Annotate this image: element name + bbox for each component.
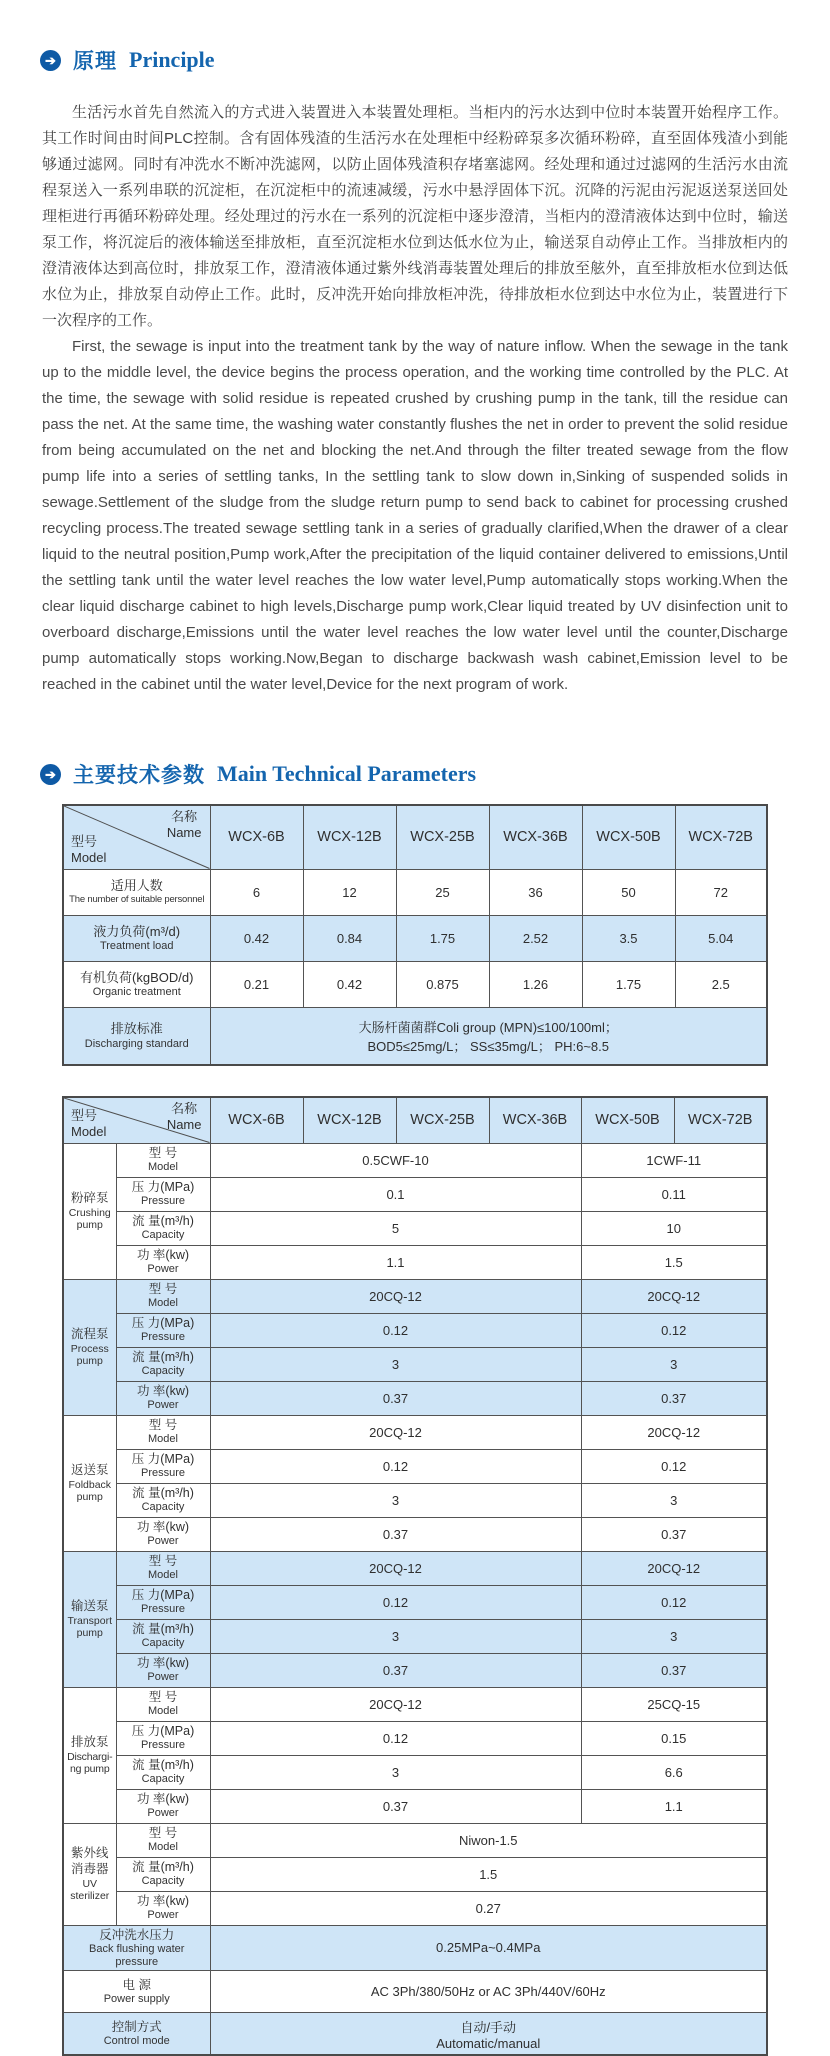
row-label-en: Treatment load bbox=[99, 939, 174, 952]
row-label-zh: 型 号 bbox=[148, 1417, 178, 1432]
row-label-zh: 功 率(kw) bbox=[136, 1247, 190, 1262]
group-label-zh: 粉碎泵 bbox=[70, 1191, 109, 1206]
cell-value: 0.42 bbox=[210, 915, 303, 961]
row-label-en: Pressure bbox=[140, 1195, 186, 1208]
cell-value: 2.52 bbox=[489, 915, 582, 961]
row-label bbox=[63, 1007, 210, 1065]
cell-value: 0.37 bbox=[210, 1653, 581, 1687]
cell-value: 6.6 bbox=[581, 1755, 767, 1789]
pump-group-label bbox=[63, 1415, 116, 1551]
corner-model-en: Model bbox=[71, 1123, 107, 1139]
row-label bbox=[116, 1449, 210, 1483]
row-label-zh: 排放标准 bbox=[110, 1021, 163, 1037]
cell-value: 0.5CWF-10 bbox=[210, 1143, 581, 1177]
cell-value: 0.12 bbox=[210, 1313, 581, 1347]
cell-value: 2.5 bbox=[675, 961, 767, 1007]
table-row bbox=[63, 1313, 767, 1347]
row-label-zh: 流 量(m³/h) bbox=[132, 1213, 194, 1228]
table-header-row bbox=[63, 1097, 767, 1143]
row-label bbox=[116, 1143, 210, 1177]
row-label-zh: 压 力(MPa) bbox=[131, 1315, 195, 1330]
row-label-en: Power bbox=[147, 1399, 179, 1412]
row-label-zh: 液力负荷(m³/d) bbox=[93, 923, 181, 939]
row-label-en: Power bbox=[147, 1671, 179, 1684]
corner-name-label bbox=[167, 1101, 202, 1132]
table-row bbox=[63, 1585, 767, 1619]
cell-value: 1.1 bbox=[581, 1789, 767, 1823]
row-label-zh: 功 率(kw) bbox=[136, 1383, 190, 1398]
column-header: WCX-36B bbox=[489, 1097, 581, 1143]
table-row bbox=[63, 1517, 767, 1551]
column-header: WCX-6B bbox=[210, 805, 303, 869]
corner-name-en: Name bbox=[166, 1116, 202, 1132]
discharging-standard-line2: BOD5≤25mg/L； SS≤35mg/L； PH:6~8.5 bbox=[367, 1038, 610, 1054]
cell-value: 3 bbox=[210, 1755, 581, 1789]
main-parameters-table bbox=[62, 804, 768, 1066]
column-header: WCX-25B bbox=[396, 1097, 489, 1143]
row-label-zh: 流 量(m³/h) bbox=[132, 1859, 194, 1874]
cell-value: 0.37 bbox=[581, 1381, 767, 1415]
row-label-zh: 功 率(kw) bbox=[136, 1655, 190, 1670]
cell-value: 3 bbox=[581, 1619, 767, 1653]
table-row bbox=[63, 1449, 767, 1483]
row-label bbox=[63, 961, 210, 1007]
row-label bbox=[116, 1279, 210, 1313]
row-label-en: Capacity bbox=[141, 1875, 185, 1888]
pump-group-label bbox=[63, 1143, 116, 1279]
row-label bbox=[63, 1925, 210, 1971]
row-label-en: Control mode bbox=[103, 2035, 170, 2048]
row-label bbox=[116, 1483, 210, 1517]
cell-value: 25CQ-15 bbox=[581, 1687, 767, 1721]
row-label bbox=[116, 1721, 210, 1755]
control-mode-zh: 自动/手动 bbox=[460, 2019, 517, 2035]
row-label-en: Pressure bbox=[140, 1331, 186, 1344]
row-label-zh: 控制方式 bbox=[111, 2019, 162, 2034]
discharging-standard-line1: 大肠杆菌菌群Coli group (MPN)≤100/100ml； bbox=[358, 1019, 618, 1035]
control-mode-en: Automatic/manual bbox=[436, 2035, 541, 2051]
row-label bbox=[63, 2013, 210, 2055]
cell-value: 5 bbox=[210, 1211, 581, 1245]
table-row bbox=[63, 1211, 767, 1245]
cell-value: 25 bbox=[396, 869, 489, 915]
column-header: WCX-25B bbox=[396, 805, 489, 869]
cell-value: 1.5 bbox=[581, 1245, 767, 1279]
cell-value: 3.5 bbox=[582, 915, 675, 961]
row-label-en: Back flushing water pressure bbox=[89, 1943, 185, 1968]
row-label-en: Capacity bbox=[141, 1501, 185, 1514]
group-label-en: Dischargi-ng pump bbox=[67, 1750, 113, 1775]
cell-value: 3 bbox=[210, 1347, 581, 1381]
cell-value: 0.84 bbox=[303, 915, 396, 961]
row-label bbox=[63, 1971, 210, 2013]
group-label-zh: 输送泵 bbox=[70, 1599, 109, 1614]
cell-value bbox=[210, 1007, 767, 1065]
row-label-en: Capacity bbox=[141, 1773, 185, 1786]
corner-model-label bbox=[71, 1108, 106, 1139]
cell-value: 3 bbox=[210, 1483, 581, 1517]
row-label bbox=[116, 1517, 210, 1551]
cell-value: 0.15 bbox=[581, 1721, 767, 1755]
cell-value: 0.27 bbox=[210, 1891, 767, 1925]
row-label-zh: 型 号 bbox=[148, 1825, 178, 1840]
row-label bbox=[116, 1687, 210, 1721]
group-label-en: UV sterilizer bbox=[70, 1877, 110, 1902]
table-corner-cell bbox=[63, 1097, 210, 1143]
row-label bbox=[116, 1585, 210, 1619]
table-row bbox=[63, 1789, 767, 1823]
cell-value: 0.11 bbox=[581, 1177, 767, 1211]
group-label-en: Process pump bbox=[70, 1342, 109, 1367]
cell-value: 1.26 bbox=[489, 961, 582, 1007]
cell-value: 20CQ-12 bbox=[581, 1415, 767, 1449]
cell-value: 20CQ-12 bbox=[210, 1687, 581, 1721]
row-label-en: Power bbox=[147, 1535, 179, 1548]
table-row bbox=[63, 1755, 767, 1789]
corner-model-label bbox=[71, 834, 106, 865]
table-row bbox=[63, 1619, 767, 1653]
table-row bbox=[63, 1971, 767, 2013]
cell-value: 1CWF-11 bbox=[581, 1143, 767, 1177]
row-label-zh: 有机负荷(kgBOD/d) bbox=[80, 969, 194, 985]
cell-value: 10 bbox=[581, 1211, 767, 1245]
cell-value: 0.12 bbox=[581, 1585, 767, 1619]
row-label-en: Model bbox=[148, 1841, 178, 1854]
row-label-zh: 流 量(m³/h) bbox=[132, 1349, 194, 1364]
table-row bbox=[63, 1347, 767, 1381]
cell-value: 1.75 bbox=[582, 961, 675, 1007]
row-label-zh: 功 率(kw) bbox=[136, 1893, 190, 1908]
row-label-en: Capacity bbox=[141, 1365, 185, 1378]
row-label bbox=[116, 1653, 210, 1687]
row-label bbox=[116, 1789, 210, 1823]
cell-value: 20CQ-12 bbox=[581, 1279, 767, 1313]
row-label-en: The number of suitable personnel bbox=[69, 893, 205, 905]
row-label-zh: 压 力(MPa) bbox=[131, 1723, 195, 1738]
table-row bbox=[63, 1177, 767, 1211]
row-label-zh: 压 力(MPa) bbox=[131, 1451, 195, 1466]
row-label bbox=[116, 1347, 210, 1381]
cell-value: 0.37 bbox=[210, 1789, 581, 1823]
parameters-heading-zh: 主要技术参数 bbox=[73, 764, 205, 787]
table-row bbox=[63, 1687, 767, 1721]
table-row bbox=[63, 1721, 767, 1755]
cell-value bbox=[210, 2013, 767, 2055]
table-row bbox=[63, 1653, 767, 1687]
cell-value: 50 bbox=[582, 869, 675, 915]
row-label-en: Model bbox=[148, 1297, 178, 1310]
table-row bbox=[63, 1483, 767, 1517]
table-row bbox=[63, 961, 767, 1007]
row-label-en: Power bbox=[147, 1263, 179, 1276]
row-label bbox=[116, 1891, 210, 1925]
group-label-zh: 返送泵 bbox=[70, 1463, 109, 1478]
table-row bbox=[63, 1245, 767, 1279]
row-label-en: Capacity bbox=[141, 1229, 185, 1242]
principle-heading bbox=[40, 46, 830, 74]
row-label-zh: 型 号 bbox=[148, 1281, 178, 1296]
row-label-zh: 反冲洗水压力 bbox=[99, 1927, 175, 1942]
column-header: WCX-72B bbox=[674, 1097, 767, 1143]
column-header: WCX-12B bbox=[303, 1097, 396, 1143]
cell-value: 3 bbox=[210, 1619, 581, 1653]
principle-paragraph-zh: 生活污水首先自然流入的方式进入装置进入本装置处理柜。当柜内的污水达到中位时本装置开始程序工作。其工作时间由时间PLC控制。含有固体残渣的生活污水在处理柜中经粉碎泵多次循环粉碎，直至固体残渣小到能够通过滤网。同时有冲洗水不断冲洗滤网，以防止固体残渣积存堵塞滤网。经处理和通过过滤网的生活污水由流程泵送入一系列串联的沉淀柜，在沉淀柜中的流速减缓，污水中悬浮固体下沉。沉降的污泥由污泥返送泵送回处理柜进行再循环粉碎处理。经处理过的污水在一系列的沉淀柜中逐步澄清，当柜内的澄清液体达到中位时，输送泵工作，将沉淀后的液体输送至排放柜，直至沉淀柜水位到达低水位为止，输送泵自动停止工作。当排放柜内的澄清液体达到高位时，排放泵工作，澄清液体通过紫外线消毒装置处理后的排放至舷外，直至排放柜水位到达低水位为止，排放泵自动停止工作。此时，反冲洗开始向排放柜冲洗，待排放柜水位到达中水位为止，装置进行下一次程序的工作。 bbox=[42, 104, 788, 329]
row-label bbox=[116, 1211, 210, 1245]
group-label-zh: 排放泵 bbox=[70, 1735, 109, 1750]
row-label bbox=[116, 1857, 210, 1891]
cell-value: 0.12 bbox=[581, 1449, 767, 1483]
row-label-en: Pressure bbox=[140, 1603, 186, 1616]
cell-value: 0.25MPa~0.4MPa bbox=[210, 1925, 767, 1971]
principle-heading-en: Principle bbox=[129, 47, 215, 72]
cell-value: 0.37 bbox=[210, 1381, 581, 1415]
table-row bbox=[63, 869, 767, 915]
row-label-en: Model bbox=[148, 1705, 178, 1718]
corner-name-en: Name bbox=[166, 824, 202, 840]
principle-heading-zh: 原理 bbox=[73, 50, 117, 73]
row-label bbox=[116, 1415, 210, 1449]
row-label-zh: 压 力(MPa) bbox=[131, 1179, 195, 1194]
table-row bbox=[63, 1823, 767, 1857]
row-label bbox=[116, 1619, 210, 1653]
row-label-zh: 适用人数 bbox=[110, 878, 163, 894]
cell-value: 1.5 bbox=[210, 1857, 767, 1891]
row-label-en: Power bbox=[147, 1909, 179, 1922]
column-header: WCX-50B bbox=[582, 805, 675, 869]
cell-value: 0.12 bbox=[581, 1313, 767, 1347]
cell-value: 36 bbox=[489, 869, 582, 915]
row-label-zh: 电 源 bbox=[122, 1977, 151, 1992]
column-header: WCX-6B bbox=[210, 1097, 303, 1143]
column-header: WCX-50B bbox=[581, 1097, 674, 1143]
row-label bbox=[63, 869, 210, 915]
row-label bbox=[116, 1551, 210, 1585]
cell-value: 0.21 bbox=[210, 961, 303, 1007]
corner-name-zh: 名称 bbox=[171, 809, 198, 824]
table-row bbox=[63, 1551, 767, 1585]
pump-group-label bbox=[63, 1279, 116, 1415]
group-label-zh: 紫外线 bbox=[70, 1846, 109, 1861]
table-row bbox=[63, 1381, 767, 1415]
corner-model-zh: 型号 bbox=[71, 1108, 98, 1124]
row-label bbox=[116, 1755, 210, 1789]
pump-group-label bbox=[63, 1823, 116, 1925]
cell-value: 0.875 bbox=[396, 961, 489, 1007]
row-label-zh: 流 量(m³/h) bbox=[132, 1757, 194, 1772]
corner-model-zh: 型号 bbox=[71, 834, 98, 850]
cell-value: 0.37 bbox=[581, 1653, 767, 1687]
cell-value: 20CQ-12 bbox=[210, 1279, 581, 1313]
row-label bbox=[116, 1823, 210, 1857]
cell-value: AC 3Ph/380/50Hz or AC 3Ph/440V/60Hz bbox=[210, 1971, 767, 2013]
column-header: WCX-36B bbox=[489, 805, 582, 869]
table-row bbox=[63, 1891, 767, 1925]
cell-value: 0.37 bbox=[581, 1517, 767, 1551]
table-row bbox=[63, 1143, 767, 1177]
corner-name-zh: 名称 bbox=[171, 1101, 198, 1116]
cell-value: 1.75 bbox=[396, 915, 489, 961]
cell-value: 0.12 bbox=[210, 1585, 581, 1619]
row-label bbox=[116, 1177, 210, 1211]
corner-name-label bbox=[167, 809, 202, 840]
table-row bbox=[63, 1279, 767, 1313]
table-row bbox=[63, 2013, 767, 2055]
row-label bbox=[116, 1245, 210, 1279]
cell-value: Niwon-1.5 bbox=[210, 1823, 767, 1857]
cell-value: 3 bbox=[581, 1483, 767, 1517]
row-label-en: Model bbox=[148, 1433, 178, 1446]
pump-group-label bbox=[63, 1551, 116, 1687]
row-label-en: Power supply bbox=[103, 1993, 170, 2006]
cell-value: 5.04 bbox=[675, 915, 767, 961]
cell-value: 0.12 bbox=[210, 1449, 581, 1483]
row-label-en: Pressure bbox=[140, 1467, 186, 1480]
table-row bbox=[63, 1925, 767, 1971]
group-label-zh: 流程泵 bbox=[70, 1327, 109, 1342]
group-label-en: Crushing pump bbox=[68, 1206, 111, 1231]
row-label-en: Model bbox=[148, 1569, 178, 1582]
corner-model-en: Model bbox=[71, 849, 107, 865]
row-label-en: Model bbox=[148, 1161, 178, 1174]
cell-value: 0.37 bbox=[210, 1517, 581, 1551]
column-header: WCX-12B bbox=[303, 805, 396, 869]
cell-value: 20CQ-12 bbox=[210, 1415, 581, 1449]
arrow-right-bullet-icon: ➔ bbox=[40, 764, 61, 785]
parameters-heading bbox=[40, 760, 830, 788]
cell-value: 12 bbox=[303, 869, 396, 915]
cell-value: 3 bbox=[581, 1347, 767, 1381]
row-label-en: Organic treatment bbox=[92, 985, 181, 998]
parameters-heading-en: Main Technical Parameters bbox=[217, 761, 477, 786]
group-label-en: Transport pump bbox=[67, 1614, 113, 1639]
row-label-zh: 型 号 bbox=[148, 1553, 178, 1568]
cell-value: 0.42 bbox=[303, 961, 396, 1007]
row-label-zh: 型 号 bbox=[148, 1145, 178, 1160]
group-label-zh: 消毒器 bbox=[70, 1861, 109, 1876]
column-header: WCX-72B bbox=[675, 805, 767, 869]
principle-paragraph-en: First, the sewage is input into the treatment tank by the way of nature inflow. When the sewage in the tank up to the middle level, the device begins the process operation, and the working time controlled by the PLC. At the time, the sewage with solid residue is repeated crushed by crushing pump in the tank, till the residue can pass the net. At the same time, the washing water constantly flushes the net in order to prevent the solid residue from being accumulated on the net and blocking the net.And through the filter treated sewage from the flow pump life into a series of settling tanks, In the settling tank to slow down in,Sinking of suspended solids in sewage.Settlement of the sludge from the sludge return pump to send back to cabinet for processing crushed recycling process.The treated sewage settling tank in a series of gradually clarified,When the drawer of a clear liquid to the neutral position,Pump work,After the precipitation of the liquid container delivered to emissions,Until the settling tank until the water level reaches the low water level,Pump automatically stops working.When the clear liquid discharge cabinet to high levels,Discharge pump work,Clear liquid treated by UV disinfection unit to overboard discharge,Emissions until the water level reaches the low water level until the counter,Discharge pump automatically stops working.Now,Began to discharge backwash wash cabinet,Emission level to be reached in the cabinet until the water level,Device for the next program of work. bbox=[42, 338, 788, 693]
pump-parameters-table bbox=[62, 1096, 768, 2056]
row-label bbox=[116, 1381, 210, 1415]
arrow-right-bullet-icon: ➔ bbox=[40, 50, 61, 71]
row-label-zh: 流 量(m³/h) bbox=[132, 1621, 194, 1636]
table-row bbox=[63, 1857, 767, 1891]
row-label-en: Power bbox=[147, 1807, 179, 1820]
table-row bbox=[63, 1415, 767, 1449]
row-label-en: Pressure bbox=[140, 1739, 186, 1752]
table-row bbox=[63, 915, 767, 961]
table-header-row bbox=[63, 805, 767, 869]
cell-value: 1.1 bbox=[210, 1245, 581, 1279]
row-label-en: Discharging standard bbox=[84, 1037, 189, 1050]
group-label-en: Foldback pump bbox=[68, 1478, 112, 1503]
cell-value: 20CQ-12 bbox=[210, 1551, 581, 1585]
cell-value: 72 bbox=[675, 869, 767, 915]
row-label-zh: 功 率(kw) bbox=[136, 1519, 190, 1534]
row-label-zh: 流 量(m³/h) bbox=[132, 1485, 194, 1500]
row-label-zh: 功 率(kw) bbox=[136, 1791, 190, 1806]
row-label-zh: 型 号 bbox=[148, 1689, 178, 1704]
row-label bbox=[116, 1313, 210, 1347]
table-row bbox=[63, 1007, 767, 1065]
row-label bbox=[63, 915, 210, 961]
cell-value: 0.12 bbox=[210, 1721, 581, 1755]
cell-value: 6 bbox=[210, 869, 303, 915]
cell-value: 0.1 bbox=[210, 1177, 581, 1211]
row-label-zh: 压 力(MPa) bbox=[131, 1587, 195, 1602]
table-corner-cell bbox=[63, 805, 210, 869]
pump-group-label bbox=[63, 1687, 116, 1823]
cell-value: 20CQ-12 bbox=[581, 1551, 767, 1585]
row-label-en: Capacity bbox=[141, 1637, 185, 1650]
